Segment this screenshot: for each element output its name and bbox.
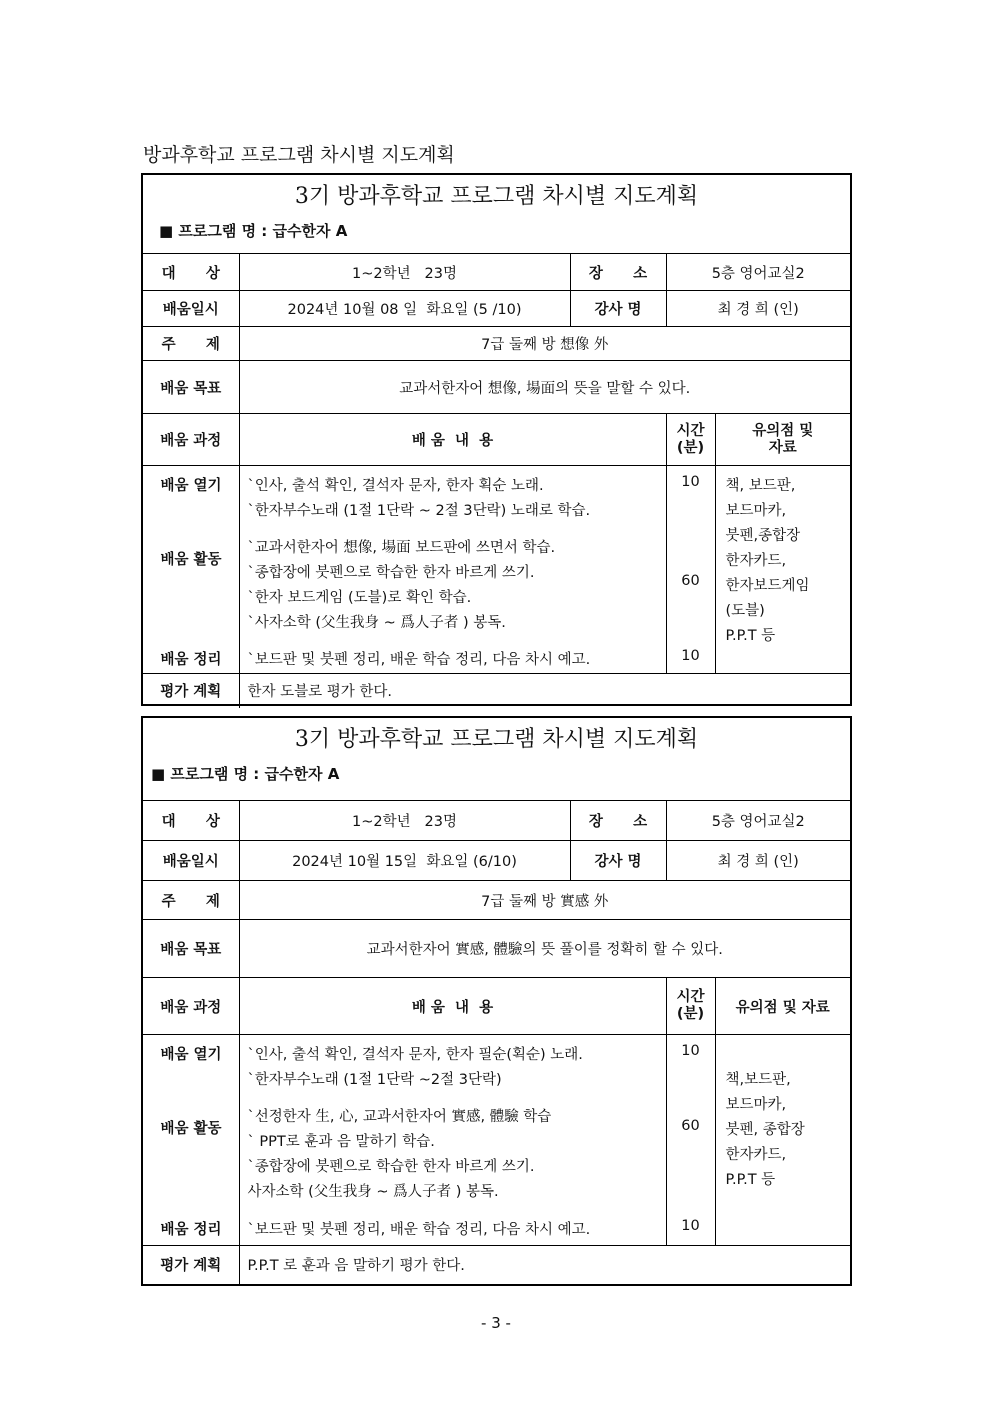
notes-header [715, 414, 850, 466]
time-column [666, 466, 715, 674]
content-label: 배 움 내 용 [239, 978, 666, 1035]
resource-line: 한자카드, [725, 1147, 787, 1163]
stage-closing: 배움 정리 [160, 652, 222, 668]
lesson-plan-1 [141, 173, 852, 706]
process-label: 배움 과정 [143, 978, 239, 1035]
content-line: `종합장에 붓펜으로 학습한 한자 바르게 쓰기. [247, 565, 535, 581]
content-line: `인사, 출석 확인, 결석자 문자, 한자 획순 노래. [247, 478, 544, 494]
date-label: 배움일시 [143, 841, 239, 881]
stage-column [143, 1035, 239, 1246]
date-label: 배움일시 [143, 291, 239, 327]
time-value: 10 [681, 648, 700, 664]
eval-value: P.P.T 로 훈과 음 말하기 평가 한다. [239, 1246, 850, 1284]
content-line: 사자소학 (父生我身 ~ 爲人子者 ) 봉독. [247, 1184, 499, 1200]
plan-table [143, 253, 850, 708]
content-line: `보드판 및 붓펜 정리, 배운 학습 정리, 다음 차시 예고. [247, 1222, 591, 1238]
date-value: 2024년 10월 15일 화요일 (6/10) [239, 841, 570, 881]
teacher-label: 강사 명 [570, 841, 666, 881]
topic-value: 7급 둘째 방 實感 外 [239, 881, 850, 920]
resource-line: 붓펜,종합장 [725, 528, 801, 544]
content-column [239, 466, 666, 674]
content-line: `사자소학 (父生我身 ~ 爲人子者 ) 봉독. [247, 615, 506, 631]
goal-label: 배움 목표 [143, 920, 239, 978]
notes-label-2: 자료 [768, 439, 797, 456]
teacher-value: 최 경 희 (인) [666, 841, 850, 881]
topic-label: 주 제 [143, 327, 239, 361]
plan-title: 3기 방과후학교 프로그램 차시별 지도계획 [294, 184, 699, 209]
place-label: 장 소 [570, 254, 666, 291]
stage-opening: 배움 열기 [160, 478, 222, 494]
eval-label: 평가 계획 [143, 674, 239, 708]
goal-value: 교과서한자어 想像, 場面의 뜻을 말할 수 있다. [239, 361, 850, 414]
resource-line: 한자보드게임 [725, 578, 810, 594]
content-line: `인사, 출석 확인, 결석자 문자, 한자 필순(획순) 노래. [247, 1047, 583, 1063]
content-line: `교과서한자어 想像, 場面 보드판에 쓰면서 학습. [247, 540, 556, 556]
time-value: 10 [681, 1218, 700, 1234]
topic-label: 주 제 [143, 881, 239, 920]
time-label: 시간 [676, 989, 705, 1005]
resources-column [715, 1035, 850, 1246]
content-line: ` PPT로 훈과 음 말하기 학습. [247, 1134, 435, 1150]
resource-line: 보드마카, [725, 1097, 787, 1113]
stage-activity: 배움 활동 [160, 1121, 222, 1137]
eval-value: 한자 도블로 평가 한다. [239, 674, 850, 708]
time-value: 10 [681, 1043, 700, 1059]
resource-line: P.P.T 등 [725, 628, 776, 644]
target-value: 1~2학년 23명 [239, 801, 570, 841]
date-value: 2024년 10월 08 일 화요일 (5 /10) [239, 291, 570, 327]
content-line: `종합장에 붓펜으로 학습한 한자 바르게 쓰기. [247, 1159, 535, 1175]
target-label: 대 상 [143, 254, 239, 291]
stage-column [143, 466, 239, 674]
program-name: ■ 프로그램 명 : 급수한자 A [159, 222, 348, 240]
resource-line: 보드마카, [725, 503, 787, 519]
time-column [666, 1035, 715, 1246]
plan-table [143, 800, 850, 1284]
resource-line: (도블) [725, 603, 765, 619]
target-value: 1~2학년 23명 [239, 254, 570, 291]
content-line: `선정한자 生, 心, 교과서한자어 實感, 體驗 학습 [247, 1109, 552, 1125]
stage-activity: 배움 활동 [160, 552, 222, 568]
resource-line: 한자카드, [725, 553, 787, 569]
content-label: 배 움 내 용 [239, 414, 666, 466]
place-label: 장 소 [570, 801, 666, 841]
process-label: 배움 과정 [143, 414, 239, 466]
time-header [666, 414, 715, 466]
content-column [239, 1035, 666, 1246]
teacher-value: 최 경 희 (인) [666, 291, 850, 327]
teacher-label: 강사 명 [570, 291, 666, 327]
time-value: 60 [681, 1118, 700, 1134]
place-value: 5층 영어교실2 [666, 254, 850, 291]
stage-closing: 배움 정리 [160, 1222, 222, 1238]
lesson-plan-2 [141, 716, 852, 1286]
content-line: `한자 보드게임 (도블)로 확인 학습. [247, 590, 472, 606]
resources-column [715, 466, 850, 674]
notes-label: 유의점 및 [752, 422, 814, 439]
eval-label: 평가 계획 [143, 1246, 239, 1284]
time-value: 10 [681, 474, 700, 490]
resource-line: 책,보드판, [725, 1072, 791, 1088]
plan-title: 3기 방과후학교 프로그램 차시별 지도계획 [294, 727, 699, 752]
topic-value: 7급 둘째 방 想像 外 [239, 327, 850, 361]
time-unit: (분) [676, 1006, 705, 1022]
target-label: 대 상 [143, 801, 239, 841]
resource-line: 붓펜, 종합장 [725, 1122, 805, 1138]
time-unit: (분) [676, 439, 705, 456]
content-line: `보드판 및 붓펜 정리, 배운 학습 정리, 다음 차시 예고. [247, 652, 591, 668]
time-label: 시간 [676, 422, 705, 439]
resource-line: 책, 보드판, [725, 478, 796, 494]
resource-line: P.P.T 등 [725, 1172, 776, 1188]
goal-value: 교과서한자어 實感, 體驗의 뜻 풀이를 정확히 할 수 있다. [239, 920, 850, 978]
page-number: - 3 - [481, 1314, 511, 1332]
time-header [666, 978, 715, 1035]
time-value: 60 [681, 573, 700, 589]
goal-label: 배움 목표 [143, 361, 239, 414]
place-value: 5층 영어교실2 [666, 801, 850, 841]
notes-label: 유의점 및 자료 [715, 978, 850, 1035]
stage-opening: 배움 열기 [160, 1047, 222, 1063]
content-line: `한자부수노래 (1절 1단락 ~ 2절 3단락) 노래로 학습. [247, 503, 591, 519]
content-line: `한자부수노래 (1절 1단락 ~2절 3단락) [247, 1072, 502, 1088]
program-name: ■ 프로그램 명 : 급수한자 A [151, 765, 340, 783]
page-heading: 방과후학교 프로그램 차시별 지도계획 [143, 144, 455, 166]
